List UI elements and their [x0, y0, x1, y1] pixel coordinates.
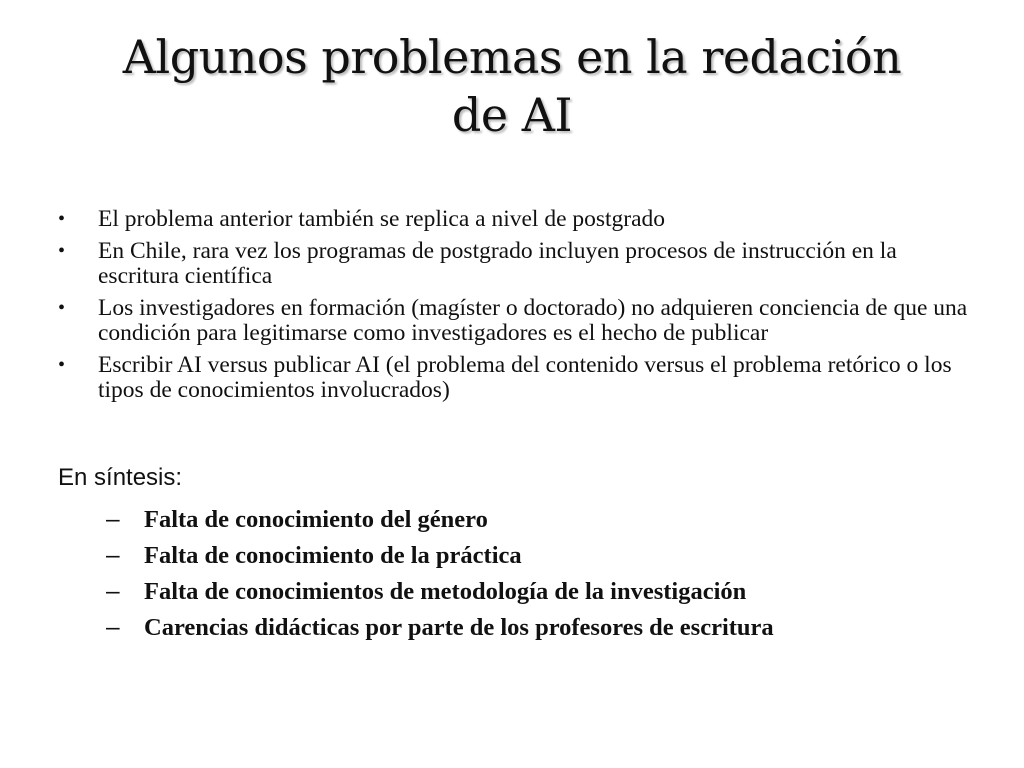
synthesis-text: Falta de conocimiento de la práctica — [144, 542, 522, 569]
bullet-list — [58, 207, 968, 410]
bullet-text: En Chile, rara vez los programas de postgrado incluyen procesos de instrucción en la escritura científica — [98, 238, 897, 289]
bullet-item — [58, 353, 968, 403]
synthesis-item — [106, 505, 946, 534]
bullet-text: El problema anterior también se replica a nivel de postgrado — [98, 206, 666, 232]
dash-marker: – — [106, 578, 120, 605]
bullet-dot: • — [58, 240, 66, 262]
slide-title — [40, 28, 984, 144]
synthesis-item — [106, 541, 946, 570]
synthesis-text: Carencias didácticas por parte de los profesores de escritura — [144, 614, 774, 641]
slide-title-line-2: de AI — [451, 88, 573, 142]
bullet-item — [58, 207, 968, 232]
synthesis-label: En síntesis: — [58, 464, 183, 491]
bullet-item — [58, 296, 968, 346]
bullet-dot: • — [58, 297, 66, 319]
dash-marker: – — [106, 506, 120, 533]
synthesis-item — [106, 613, 946, 642]
bullet-dot: • — [58, 208, 66, 230]
synthesis-list — [106, 505, 946, 649]
synthesis-text: Falta de conocimientos de metodología de la investigación — [144, 578, 747, 605]
bullet-dot: • — [58, 354, 66, 376]
bullet-text: Escribir AI versus publicar AI (el problema del contenido versus el problema retórico o los tipos de conocimientos involucrados) — [98, 352, 952, 403]
dash-marker: – — [106, 614, 120, 641]
synthesis-text: Falta de conocimiento del género — [144, 506, 488, 533]
bullet-item — [58, 239, 968, 289]
bullet-text: Los investigadores en formación (magíster o doctorado) no adquieren conciencia de que una condición para legitimarse como investigadores es el hecho de publicar — [98, 295, 968, 346]
synthesis-item — [106, 577, 946, 606]
slide-title-line-1: Algunos problemas en la redación — [122, 30, 902, 84]
dash-marker: – — [106, 542, 120, 569]
